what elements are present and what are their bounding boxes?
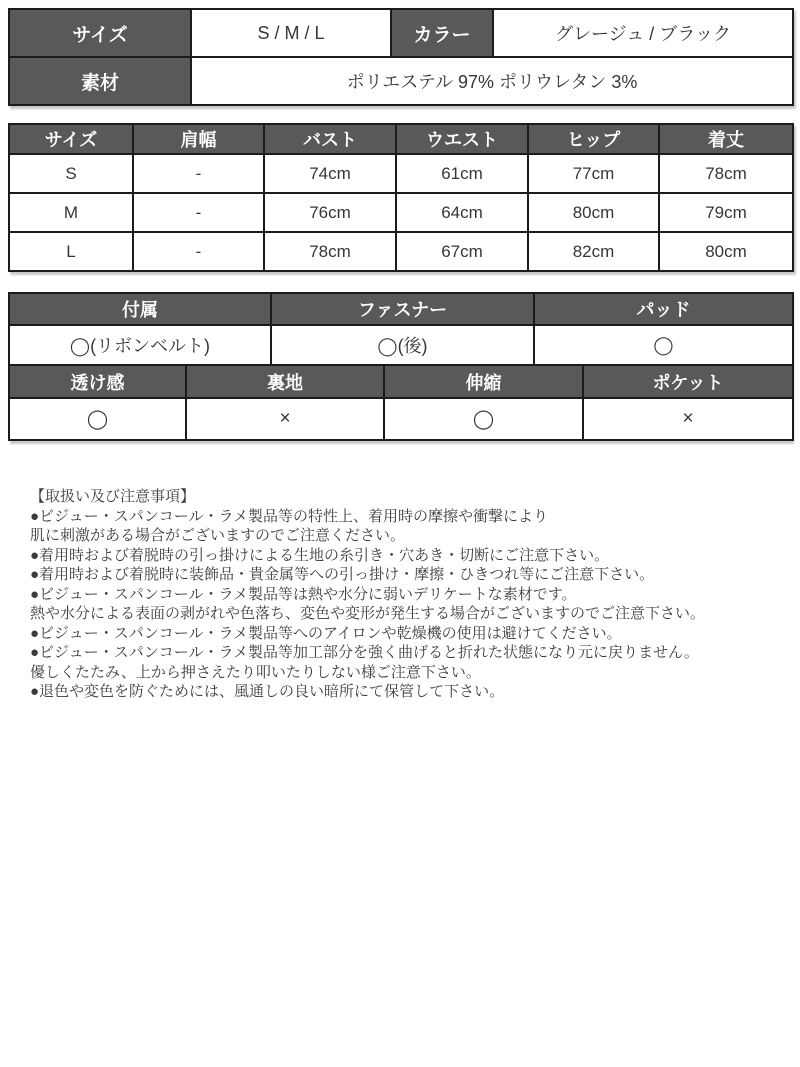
- cell-size: S: [9, 154, 133, 193]
- accessory-value: ◯(リボンベルト): [9, 325, 271, 365]
- handling-notes: [8, 487, 792, 702]
- cell-hip: 82cm: [528, 232, 659, 271]
- notes-line: ●退色や変色を防ぐためには、風通しの良い暗所にて保管して下さい。: [30, 683, 505, 700]
- cell-shoulder: -: [133, 154, 264, 193]
- features-block: [8, 292, 792, 441]
- cell-waist: 64cm: [396, 193, 528, 232]
- size-value: S / M / L: [191, 9, 391, 57]
- features-bottom-header-row: [9, 365, 793, 398]
- cell-bust: 74cm: [264, 154, 396, 193]
- table-row-size-s: [9, 154, 793, 193]
- cell-length: 80cm: [659, 232, 793, 271]
- color-value: グレージュ / ブラック: [493, 9, 793, 57]
- col-header-pocket: ポケット: [583, 365, 793, 398]
- fastener-value: ◯(後): [271, 325, 534, 365]
- lining-value: ×: [186, 398, 384, 440]
- measurements-table: [8, 123, 794, 272]
- cell-size: M: [9, 193, 133, 232]
- col-header-hip: ヒップ: [528, 124, 659, 154]
- color-label: カラー: [391, 9, 493, 57]
- spec-row-material: [9, 57, 793, 105]
- cell-hip: 77cm: [528, 154, 659, 193]
- features-table-top: [8, 292, 794, 366]
- col-header-fastener: ファスナー: [271, 293, 534, 325]
- col-header-length: 着丈: [659, 124, 793, 154]
- col-header-waist: ウエスト: [396, 124, 528, 154]
- notes-line: ●ビジュー・スパンコール・ラメ製品等加工部分を強く曲げると折れた状態になり元に戻りません。: [30, 644, 699, 661]
- cell-length: 78cm: [659, 154, 793, 193]
- cell-hip: 80cm: [528, 193, 659, 232]
- col-header-sheerness: 透け感: [9, 365, 186, 398]
- notes-line: ●着用時および着脱時の引っ掛けによる生地の糸引き・穴あき・切断にご注意下さい。: [30, 546, 610, 564]
- notes-line: 優しくたたみ、上から押さえたり叩いたりしない様ご注意下さい。: [30, 663, 481, 681]
- spec-row-size-color: [9, 9, 793, 57]
- stretch-value: ◯: [384, 398, 583, 440]
- notes-line: 肌に刺激がある場合がございますのでご注意ください。: [30, 527, 406, 544]
- cell-waist: 67cm: [396, 232, 528, 271]
- pocket-value: ×: [583, 398, 793, 440]
- cell-length: 79cm: [659, 193, 793, 232]
- col-header-pad: パッド: [534, 293, 793, 325]
- col-header-size: サイズ: [9, 124, 133, 154]
- size-label: サイズ: [9, 9, 191, 57]
- features-bottom-value-row: [9, 398, 793, 440]
- col-header-accessory: 付属: [9, 293, 271, 325]
- pad-value: ◯: [534, 325, 793, 365]
- notes-line: 熱や水分による表面の剥がれや色落ち、変色や変形が発生する場合がございますのでご注意下さい。: [30, 605, 706, 622]
- col-header-shoulder: 肩幅: [133, 124, 264, 154]
- spec-table: [8, 8, 794, 106]
- col-header-stretch: 伸縮: [384, 365, 583, 398]
- table-row-size-l: [9, 232, 793, 271]
- notes-line: ●ビジュー・スパンコール・ラメ製品等へのアイロンや乾燥機の使用は避けてください。: [30, 624, 622, 642]
- cell-size: L: [9, 232, 133, 271]
- table-row-size-m: [9, 193, 793, 232]
- sheerness-value: ◯: [9, 398, 186, 440]
- features-top-value-row: [9, 325, 793, 365]
- col-header-bust: バスト: [264, 124, 396, 154]
- cell-waist: 61cm: [396, 154, 528, 193]
- cell-shoulder: -: [133, 193, 264, 232]
- measurements-header-row: [9, 124, 793, 154]
- cell-bust: 76cm: [264, 193, 396, 232]
- cell-bust: 78cm: [264, 232, 396, 271]
- features-table-bottom: [8, 364, 794, 441]
- notes-line: ●ビジュー・スパンコール・ラメ製品等は熱や水分に弱いデリケートな素材です。: [30, 585, 577, 603]
- notes-title: 【取扱い及び注意事項】: [30, 488, 196, 505]
- notes-line: ●ビジュー・スパンコール・ラメ製品等の特性上、着用時の摩擦や衝撃により: [30, 507, 549, 525]
- notes-line: ●着用時および着脱時に装飾品・貴金属等への引っ掛け・摩擦・ひきつれ等にご注意下さい。: [30, 566, 655, 583]
- col-header-lining: 裏地: [186, 365, 384, 398]
- material-value: ポリエステル 97% ポリウレタン 3%: [191, 57, 793, 105]
- material-label: 素材: [9, 57, 191, 105]
- features-top-header-row: [9, 293, 793, 325]
- cell-shoulder: -: [133, 232, 264, 271]
